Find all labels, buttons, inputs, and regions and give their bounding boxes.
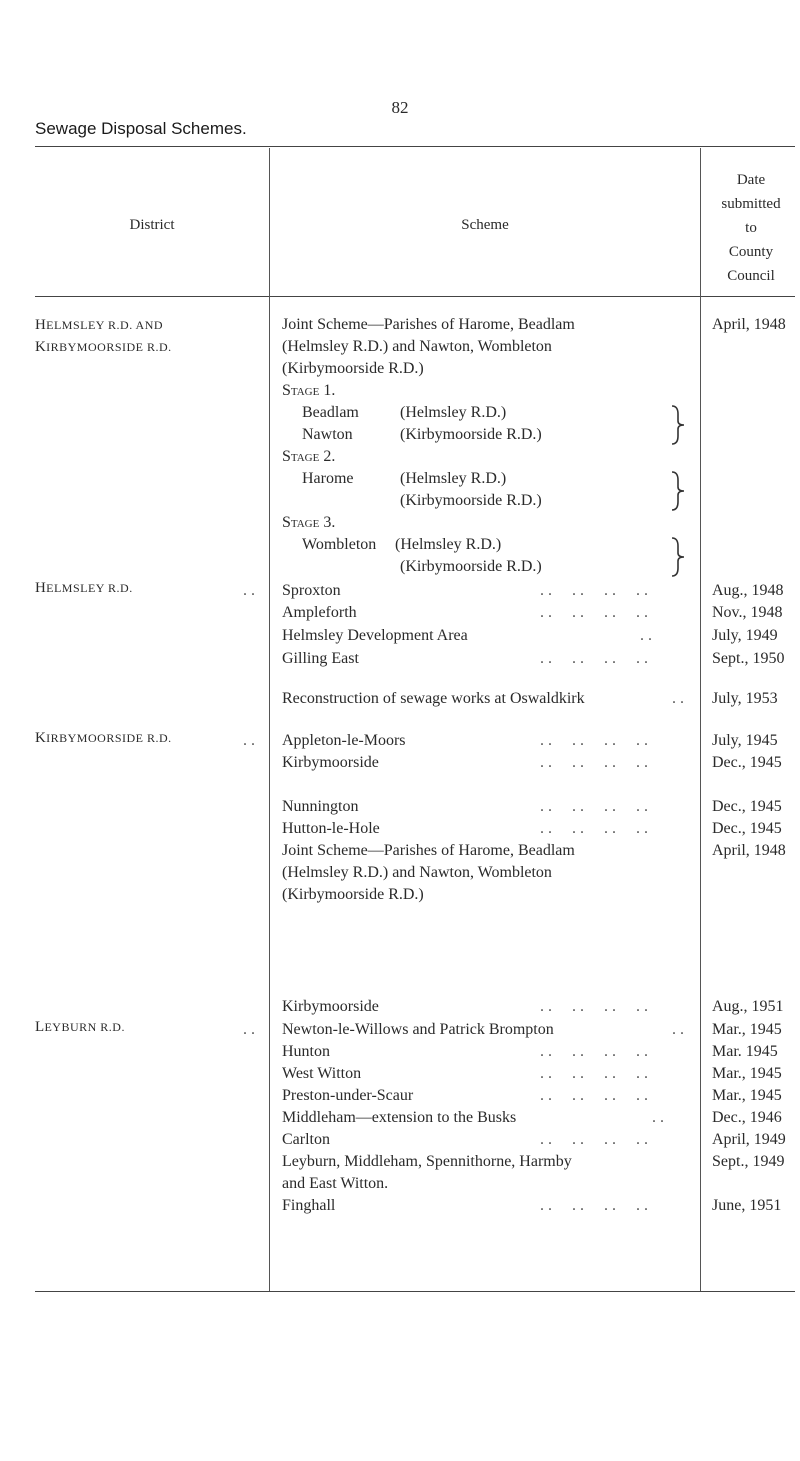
leader-dots: . . . . . . . . [540, 998, 648, 1015]
brace-icon [670, 404, 686, 446]
leader-dots: . . [640, 627, 652, 644]
date-entry: Sept., 1949 [712, 1153, 785, 1170]
date-entry: Dec., 1945 [712, 820, 782, 837]
stage-2-place: Harome [302, 470, 354, 487]
leader-dots: . . . . . . . . [540, 732, 648, 749]
stage-3-label: Stage 3. [282, 514, 336, 531]
stage-2-district: (Kirbymoorside R.D.) [400, 492, 542, 509]
brace-icon [670, 470, 686, 512]
date-entry: Dec., 1945 [712, 754, 782, 771]
date-entry: Aug., 1951 [712, 998, 784, 1015]
leader-dots: . . . . . . . . [540, 650, 648, 667]
date-entry: Mar., 1945 [712, 1021, 782, 1038]
leader-dots: . . [672, 1021, 684, 1038]
scheme-entry: Leyburn, Middleham, Spennithorne, Harmby and East Witton. [282, 1153, 572, 1192]
scheme-entry: Carlton [282, 1131, 330, 1148]
stage-1-district: (Kirbymoorside R.D.) [400, 426, 542, 443]
scheme-entry: Kirbymoorside [282, 998, 379, 1015]
stage-2-district: (Helmsley R.D.) [400, 470, 507, 487]
scheme-entry: Sproxton [282, 582, 341, 599]
date-entry: Mar., 1945 [712, 1087, 782, 1104]
scheme-entry: Reconstruction of sewage works at Oswaldkirk [282, 690, 585, 707]
header-date: Date submitted to County Council [721, 172, 781, 284]
scheme-entry: Hunton [282, 1043, 330, 1060]
date-entry: July, 1949 [712, 627, 778, 644]
brace-icon [670, 536, 686, 578]
date-entry: April, 1949 [712, 1131, 786, 1148]
stage-3-place: Wombleton [302, 536, 377, 553]
scheme-entry: Ampleforth [282, 604, 357, 621]
page-number: 82 [391, 98, 409, 117]
date-entry: Sept., 1950 [712, 650, 785, 667]
scheme-entry: Appleton-le-Moors [282, 732, 406, 749]
header-bottom-rule [35, 296, 795, 297]
column-divider-1 [269, 148, 270, 1291]
stage-1-label: Stage 1. [282, 382, 336, 399]
stage-3-district: (Kirbymoorside R.D.) [400, 558, 542, 575]
stage-3-district: (Helmsley R.D.) [395, 536, 502, 553]
date-entry: July, 1953 [712, 690, 778, 707]
leader-dots: . . . . . . . . [540, 798, 648, 815]
scheme-entry: Hutton-le-Hole [282, 820, 380, 837]
district-leyburn: LEYBURN R.D. [35, 1019, 125, 1035]
stage-1-place: Nawton [302, 426, 353, 443]
date-entry: Mar., 1945 [712, 1065, 782, 1082]
scheme-entry: Finghall [282, 1197, 336, 1214]
page-title: Sewage Disposal Schemes. [35, 119, 247, 138]
leader-dots: . . . . . . . . [540, 820, 648, 837]
leader-dots: . . . . . . . . [540, 1043, 648, 1060]
joint-scheme-description: Joint Scheme—Parishes of Harome, Beadlam (Helmsley R.D.) and Nawton, Wombleton (Kirbymoorside R.D.) [282, 842, 575, 903]
stage-1-place: Beadlam [302, 404, 359, 421]
leader-dots: . . [652, 1109, 664, 1126]
district-helmsley: HELMSLEY R.D. [35, 580, 133, 596]
date-entry: April, 1948 [712, 842, 786, 859]
date-entry: Dec., 1946 [712, 1109, 782, 1126]
joint-scheme-date: April, 1948 [712, 316, 786, 333]
scheme-entry: Middleham—extension to the Busks [282, 1109, 517, 1126]
header-district: District [129, 217, 175, 233]
scheme-entry: Helmsley Development Area [282, 627, 468, 644]
leader-dots: . . . . . . . . [540, 1197, 648, 1214]
date-entry: Dec., 1945 [712, 798, 782, 815]
leader-dots: . . . . . . . . [540, 604, 648, 621]
stage-1-district: (Helmsley R.D.) [400, 404, 507, 421]
date-entry: June, 1951 [712, 1197, 782, 1214]
scheme-entry: Gilling East [282, 650, 359, 667]
scheme-entry: Preston-under-Scaur [282, 1087, 414, 1104]
date-entry: July, 1945 [712, 732, 778, 749]
table-bottom-rule [35, 1291, 795, 1292]
column-divider-2 [700, 148, 701, 1291]
joint-scheme-description: Joint Scheme—Parishes of Harome, Beadlam (Helmsley R.D.) and Nawton, Wombleton (Kirbymoorside R.D.) [282, 316, 575, 377]
scheme-entry: West Witton [282, 1065, 362, 1082]
scheme-entry: Newton-le-Willows and Patrick Brompton [282, 1021, 554, 1038]
leader-dots: . . . . . . . . [540, 754, 648, 771]
leader-dots: . . . . . . . . [540, 582, 648, 599]
stage-2-label: Stage 2. [282, 448, 336, 465]
leader-dots: . . . . . . . . [540, 1087, 648, 1104]
date-entry: Aug., 1948 [712, 582, 784, 599]
scheme-entry: Nunnington [282, 798, 359, 815]
scheme-entry: Kirbymoorside [282, 754, 379, 771]
leader-dots: . . . . . . . . [540, 1131, 648, 1148]
leader-dots: . . . . . . . . [540, 1065, 648, 1082]
district-kirbymoorside: KIRBYMOORSIDE R.D. [35, 730, 172, 746]
table-top-rule [35, 146, 795, 147]
district-leader-dots: . . [243, 582, 255, 599]
district-leader-dots: . . [243, 1021, 255, 1038]
leader-dots: . . [672, 690, 684, 707]
date-entry: Nov., 1948 [712, 604, 783, 621]
district-helmsley-and-kirbymoorside: HELMSLEY R.D. AND KIRBYMOORSIDE R.D. [35, 317, 172, 355]
date-entry: Mar. 1945 [712, 1043, 778, 1060]
header-scheme: Scheme [461, 217, 509, 233]
district-leader-dots: . . [243, 732, 255, 749]
